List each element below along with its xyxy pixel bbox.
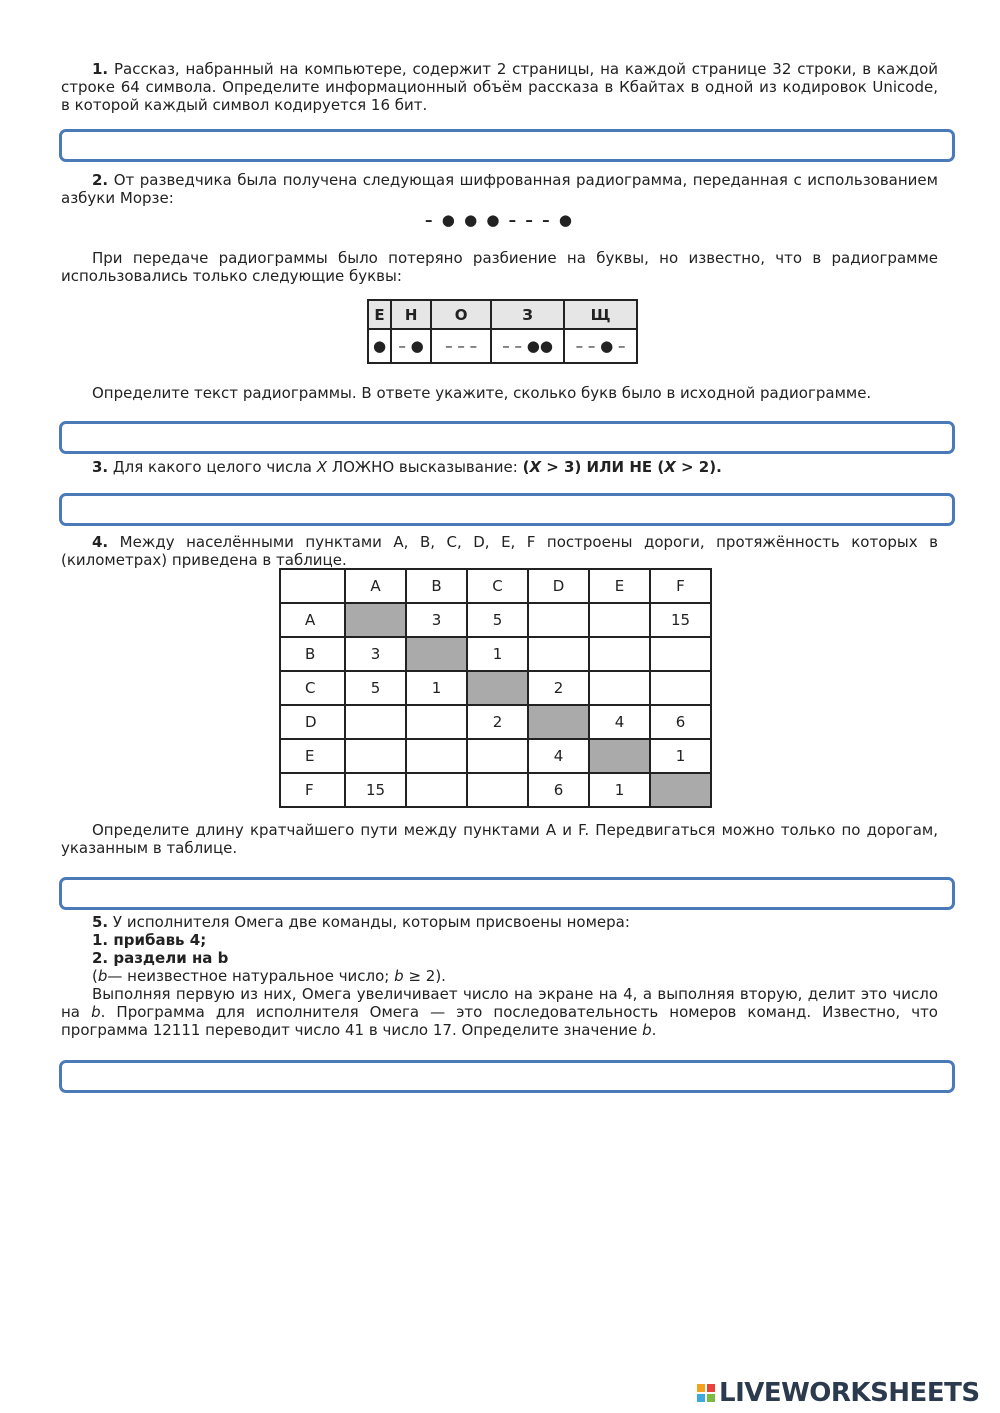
diagonal-cell — [345, 603, 406, 637]
distance-cell — [528, 637, 589, 671]
distance-cell: 2 — [528, 671, 589, 705]
question-2-number: 2. — [92, 171, 109, 189]
command-2: 2. раздели на b — [92, 949, 229, 967]
b-note: (b— неизвестное натуральное число; b ≥ 2). — [92, 967, 446, 985]
distance-cell: 2 — [467, 705, 528, 739]
morse-code: – – ● – — [564, 329, 637, 363]
morse-letter: Н — [391, 300, 431, 329]
table-header-cell: C — [467, 569, 528, 603]
distance-cell: 4 — [528, 739, 589, 773]
distance-cell: 6 — [528, 773, 589, 807]
question-2-text-2: При передаче радиограммы было потеряно разбиение на буквы, но известно, что в радиограмме использовались только следующие буквы: — [61, 249, 938, 285]
logo-text: LIVEWORKSHEETS — [719, 1378, 980, 1408]
question-5 — [61, 913, 938, 1039]
morse-code-table — [367, 299, 638, 364]
question-4-number: 4. — [92, 533, 109, 551]
row-label: C — [280, 671, 345, 705]
distance-cell: 15 — [650, 603, 711, 637]
distance-cell: 5 — [345, 671, 406, 705]
distance-cell: 4 — [589, 705, 650, 739]
logo-icon — [697, 1384, 715, 1402]
row-label: D — [280, 705, 345, 739]
distance-cell: 5 — [467, 603, 528, 637]
distance-cell — [650, 671, 711, 705]
distance-cell: 3 — [345, 637, 406, 671]
question-2-text: От разведчика была получена следующая шифрованная радиограмма, переданная с использованием азбуки Морзе: — [61, 171, 938, 207]
question-1-text: Рассказ, набранный на компьютере, содержит 2 страницы, на каждой странице 32 строки, в каждой строке 64 символа. Определите информационный объём рассказа в Кбайтах в одной из кодировок Unicode, в которой каждый символ кодируется 16 бит. — [61, 60, 938, 114]
question-4-text: Между населёнными пунктами A, B, C, D, E, F построены дороги, протяжённость которых в (километрах) приведена в таблице. — [61, 533, 938, 569]
diagonal-cell — [528, 705, 589, 739]
morse-code: – – ●● — [491, 329, 564, 363]
question-3-text: Для какого целого числа X ЛОЖНО высказывание: — [112, 458, 523, 476]
distance-cell: 1 — [406, 671, 467, 705]
distance-cell: 1 — [467, 637, 528, 671]
distance-cell: 15 — [345, 773, 406, 807]
answer-field-2[interactable] — [59, 421, 955, 454]
distance-cell — [467, 773, 528, 807]
table-row — [280, 603, 711, 637]
distance-cell — [589, 637, 650, 671]
answer-field-5[interactable] — [59, 1060, 955, 1093]
question-5-text: У исполнителя Омега две команды, которым присвоены номера: — [112, 913, 630, 931]
question-1-number: 1. — [92, 60, 109, 78]
distance-cell: 3 — [406, 603, 467, 637]
question-2-text-3: Определите текст радиограммы. В ответе укажите, сколько букв было в исходной радиограмме. — [92, 384, 872, 402]
table-row — [280, 773, 711, 807]
distance-cell — [589, 671, 650, 705]
table-header-cell — [280, 569, 345, 603]
morse-message: – ● ● ● – – – ● — [425, 211, 574, 229]
logo-square — [697, 1384, 705, 1392]
diagonal-cell — [467, 671, 528, 705]
distance-table — [279, 568, 712, 808]
morse-code: – ● — [391, 329, 431, 363]
morse-letter: Щ — [564, 300, 637, 329]
distance-cell — [589, 603, 650, 637]
answer-field-3[interactable] — [59, 493, 955, 526]
morse-letter: Е — [368, 300, 391, 329]
logo-square — [707, 1394, 715, 1402]
question-3 — [61, 458, 938, 476]
distance-cell — [467, 739, 528, 773]
distance-cell — [345, 705, 406, 739]
distance-cell — [345, 739, 406, 773]
table-header-cell: D — [528, 569, 589, 603]
distance-cell — [528, 603, 589, 637]
question-3-number: 3. — [92, 458, 109, 476]
table-row — [280, 739, 711, 773]
question-5-number: 5. — [92, 913, 109, 931]
command-1: 1. прибавь 4; — [92, 931, 207, 949]
distance-cell: 6 — [650, 705, 711, 739]
logo-square — [707, 1384, 715, 1392]
question-5-description: Выполняя первую из них, Омега увеличивает число на экране на 4, а выполняя вторую, делит это число на b. Программа для исполнителя Омега — это последовательность номеров команд. Известно, что программа 12111 переводит число 41 в число 17. Определите значение b. — [61, 985, 938, 1039]
morse-code: – – – — [431, 329, 491, 363]
row-label: F — [280, 773, 345, 807]
table-header-cell: F — [650, 569, 711, 603]
question-2 — [61, 171, 938, 285]
table-row — [280, 637, 711, 671]
answer-field-4[interactable] — [59, 877, 955, 910]
question-4 — [61, 533, 938, 569]
morse-letter: О — [431, 300, 491, 329]
row-label: A — [280, 603, 345, 637]
table-header-cell: E — [589, 569, 650, 603]
morse-code: ● — [368, 329, 391, 363]
row-label: E — [280, 739, 345, 773]
diagonal-cell — [406, 637, 467, 671]
distance-cell — [406, 773, 467, 807]
answer-field-1[interactable] — [59, 129, 955, 162]
logo-square — [697, 1394, 705, 1402]
question-3-expression: (X > 3) ИЛИ НЕ (X > 2). — [522, 458, 722, 476]
distance-cell: 1 — [589, 773, 650, 807]
distance-cell: 1 — [650, 739, 711, 773]
table-row — [280, 705, 711, 739]
distance-cell — [406, 739, 467, 773]
morse-letter: З — [491, 300, 564, 329]
distance-cell — [650, 637, 711, 671]
table-header-cell: B — [406, 569, 467, 603]
diagonal-cell — [589, 739, 650, 773]
distance-cell — [406, 705, 467, 739]
diagonal-cell — [650, 773, 711, 807]
row-label: B — [280, 637, 345, 671]
liveworksheets-logo — [697, 1378, 980, 1408]
table-header-cell: A — [345, 569, 406, 603]
table-row — [280, 671, 711, 705]
question-1 — [61, 60, 938, 114]
question-4-text-2: Определите длину кратчайшего пути между пунктами A и F. Передвигаться можно только по дорогам, указанным в таблице. — [61, 821, 938, 857]
